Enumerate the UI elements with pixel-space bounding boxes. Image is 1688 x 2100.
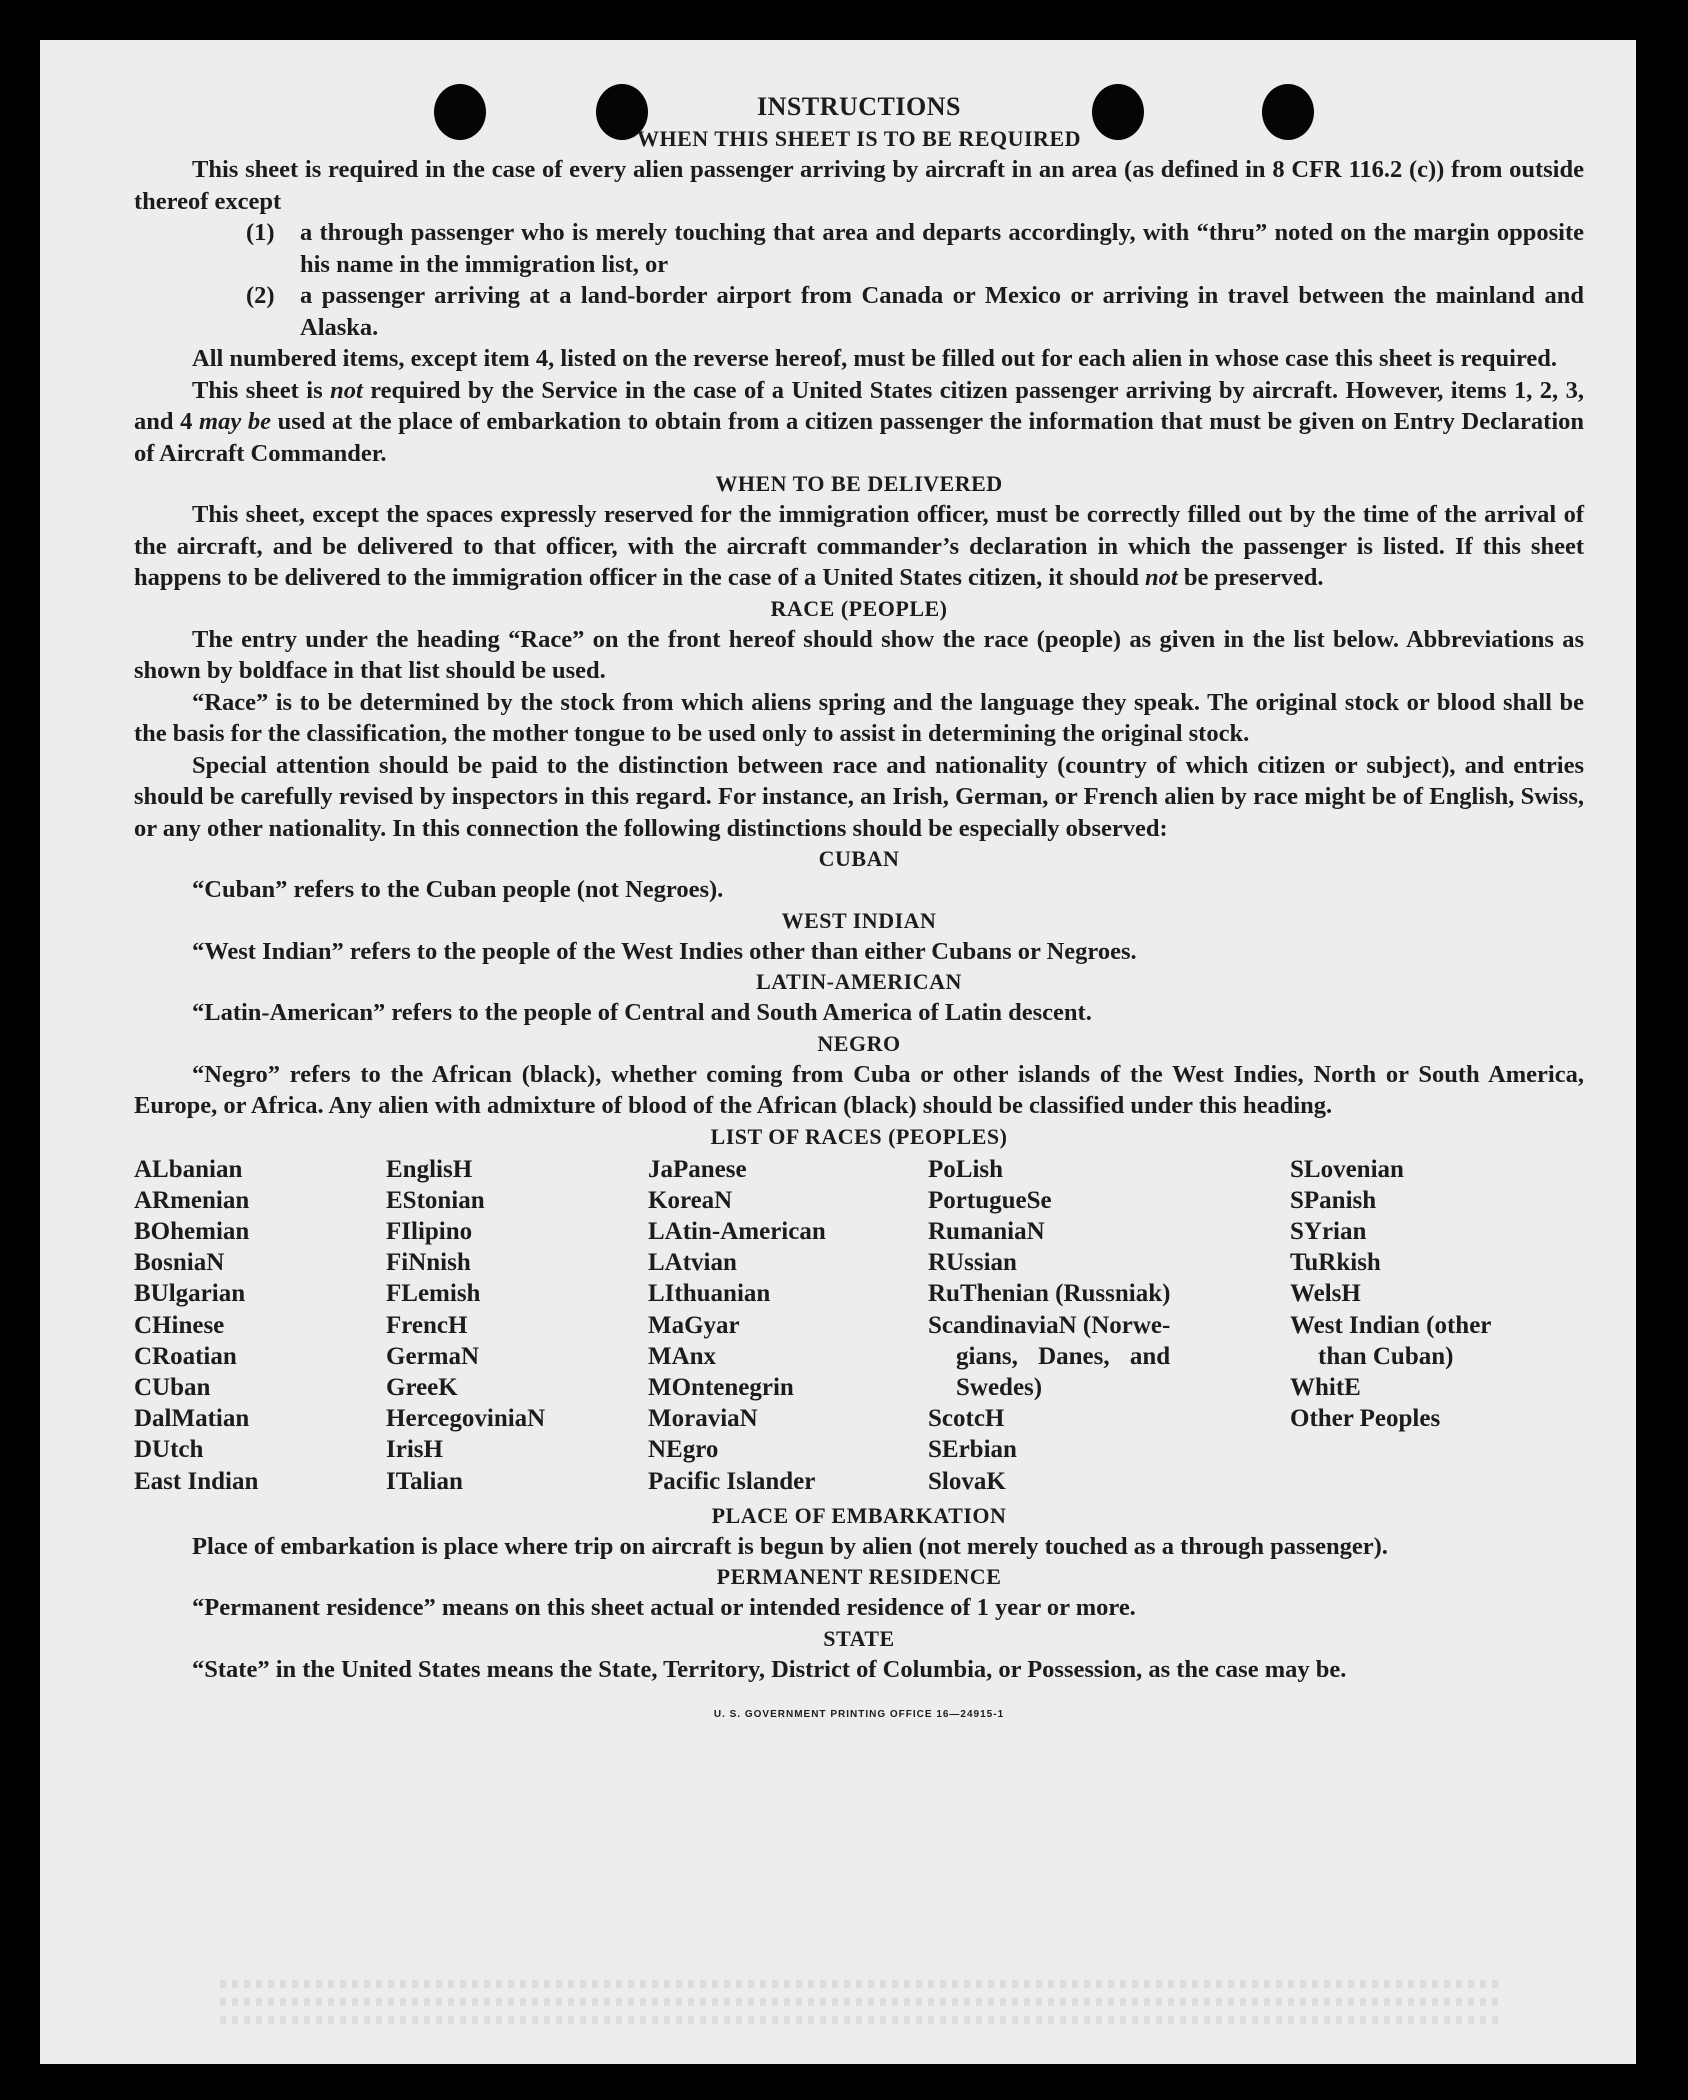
race-entry: West Indian (other (1290, 1311, 1492, 1339)
race-column (134, 1154, 386, 1497)
paragraph (134, 624, 1584, 687)
section-heading: CUBAN (818, 846, 900, 871)
text-run-italic: may be (199, 408, 271, 435)
paragraph: “Negro” refers to the African (black), whether coming from Cuba or other islands of the West Indies, North or South America, Europe, or Africa. Any alien with admixture of blood of the African (black) should be classified under this heading. (134, 1060, 1584, 1119)
race-entry: SErbian (928, 1436, 1017, 1464)
race-entry: LAtvian (648, 1249, 737, 1277)
section-heading: RACE (PEOPLE) (770, 595, 948, 621)
text-run: This sheet is (192, 376, 331, 404)
race-entry: KoreaN (648, 1186, 733, 1214)
race-entry: SPanish (1290, 1186, 1377, 1214)
bleed-through-text (220, 2016, 1500, 2024)
race-entry: SlovaK (928, 1467, 1006, 1495)
paragraph: Special attention should be paid to the distinction between race and nationality (country of which citizen or subject), and entries should be carefully revised by inspectors in this regard. For instance, an Irish, German, or French alien by race might be of English, Swiss, or any other nationality. In this connection the following distinctions should be especially observed: (134, 751, 1584, 842)
text-run-bold: boldface (238, 657, 328, 684)
race-entry: ScandinaviaN (Norwe- (928, 1311, 1171, 1339)
race-entry: CRoatian (134, 1342, 237, 1370)
section-heading: PLACE OF EMBARKATION (711, 1502, 1007, 1528)
race-entry: WhitE (1290, 1373, 1361, 1401)
paragraph (134, 499, 1584, 594)
race-entry: DalMatian (134, 1405, 250, 1433)
race-entry: FrencH (386, 1311, 468, 1339)
list-item (134, 217, 1584, 280)
race-entry: Other Peoples (1290, 1405, 1441, 1433)
section-heading: NEGRO (817, 1030, 901, 1056)
race-entry: CHinese (134, 1311, 225, 1339)
printer-imprint: U. S. GOVERNMENT PRINTING OFFICE 16—24915-1 (713, 1709, 1005, 1721)
race-entry: RUssian (928, 1249, 1017, 1277)
bleed-through-text (220, 1998, 1500, 2006)
section-heading: PERMANENT RESIDENCE (716, 1564, 1002, 1590)
race-entry: BUlgarian (134, 1280, 246, 1308)
text-run-italic: not (330, 376, 363, 404)
text-run: This sheet, except the spaces expressly reserved for the immigration officer, must be correctly filled out by the time of the arrival of the aircraft, and be delivered to that officer, with the aircraft commander’s declaration in which the passenger is listed. If this sheet happens to be delivered to the immigration officer in the case of a United States citizen, it should (134, 501, 1584, 591)
race-entry: IrisH (386, 1436, 443, 1464)
race-entry: HercegoviniaN (386, 1405, 546, 1433)
definition: “Latin-American” refers to the people of Central and South America of Latin descent. (192, 999, 1092, 1026)
race-entry: LIthuanian (648, 1280, 771, 1308)
paragraph: “State” in the United States means the State, Territory, District of Columbia, or Possession, as the case may be. (192, 1655, 1347, 1683)
race-entry: ARmenian (134, 1186, 250, 1214)
race-entry: MaGyar (648, 1311, 740, 1339)
paragraph: Place of embarkation is place where trip on aircraft is begun by alien (not merely touched as a through passenger). (192, 1532, 1388, 1560)
race-entry: EnglisH (386, 1155, 473, 1183)
race-entry: RumaniaN (928, 1217, 1045, 1245)
document-page (40, 40, 1636, 2064)
race-entry: East Indian (134, 1467, 259, 1495)
paragraph (134, 375, 1584, 470)
text-run: used at the place of embarkation to obtain from a citizen passenger the information that must be given on Entry Declaration of Aircraft Commander. (134, 408, 1584, 467)
item-text: a through passenger who is merely touching that area and departs accordingly, with “thru” noted on the margin opposite his name in the immigration list, or (300, 219, 1584, 278)
section-heading: LIST OF RACES (PEOPLES) (710, 1123, 1008, 1149)
race-entry: GermaN (386, 1342, 480, 1370)
text-run: be preserved. (1177, 564, 1324, 591)
race-entry: SLovenian (1290, 1155, 1404, 1183)
definition: “Cuban” refers to the Cuban people (not Negroes). (192, 876, 724, 903)
race-entry-continued: than Cuban) (1318, 1342, 1454, 1370)
section-heading: WHEN TO BE DELIVERED (715, 471, 1003, 496)
text-run: in that list should be used. (327, 657, 606, 684)
race-column (928, 1154, 1290, 1497)
race-entry: PortugueSe (928, 1186, 1052, 1214)
race-entry: BOhemian (134, 1217, 250, 1245)
text-run: The entry under the heading “Race” on the front hereof should show the race (people) as given in the list below. Abbreviations as shown by (134, 625, 1584, 684)
race-entry: EStonian (386, 1186, 485, 1214)
race-entry: MOntenegrin (648, 1373, 794, 1401)
paragraph: This sheet is required in the case of every alien passenger arriving by aircraft in an area (as defined in 8 CFR 116.2 (c)) from outside thereof except (134, 156, 1584, 215)
race-entry: MoraviaN (648, 1405, 758, 1433)
section-heading: WEST INDIAN (781, 907, 937, 933)
race-entry: ALbanian (134, 1155, 243, 1183)
race-entry: CUban (134, 1373, 211, 1401)
race-entry: MAnx (648, 1342, 717, 1370)
item-number: (1) (246, 219, 275, 246)
race-entry: LAtin-American (648, 1217, 826, 1245)
race-entry: PoLish (928, 1155, 1004, 1183)
paragraph: All numbered items, except item 4, listed on the reverse hereof, must be filled out for each alien in whose case this sheet is required. (192, 345, 1558, 372)
race-entry-continued: Swedes) (956, 1373, 1043, 1401)
race-entry: BosniaN (134, 1249, 225, 1277)
race-entry: DUtch (134, 1436, 204, 1464)
race-entry: FIlipino (386, 1217, 473, 1245)
race-entry: GreeK (386, 1373, 458, 1401)
definition: “West Indian” refers to the people of the West Indies other than either Cubans or Negroes. (192, 937, 1137, 965)
text-run-italic: not (1145, 564, 1178, 591)
race-entry: WelsH (1290, 1280, 1361, 1308)
race-list (134, 1154, 1584, 1497)
page-title: INSTRUCTIONS (757, 92, 961, 121)
race-entry: SYrian (1290, 1217, 1367, 1245)
section-heading: LATIN-AMERICAN (756, 969, 962, 994)
paragraph: “Permanent residence” means on this sheet actual or intended residence of 1 year or more. (192, 1594, 1136, 1622)
race-column (1290, 1154, 1584, 1497)
race-entry: Pacific Islander (648, 1467, 816, 1495)
text-run: required by the Service in the case of a United States citizen passenger arriving by aircraft. However, items 1, 2, 3, and 4 (134, 376, 1585, 435)
bleed-through-text (220, 1980, 1500, 1988)
race-entry: RuThenian (Russniak) (928, 1280, 1171, 1308)
race-entry: JaPanese (648, 1155, 747, 1183)
section-heading: STATE (823, 1625, 895, 1651)
race-entry: FiNnish (386, 1249, 471, 1277)
race-entry: ScotcH (928, 1405, 1005, 1433)
item-number: (2) (246, 282, 275, 309)
instructions-body (134, 90, 1584, 1731)
list-item (134, 280, 1584, 343)
paragraph: “Race” is to be determined by the stock from which aliens spring and the language they speak. The original stock or blood shall be the basis for the classification, the mother tongue to be used only to assist in determining the original stock. (134, 688, 1584, 747)
item-text: a passenger arriving at a land-border airport from Canada or Mexico or arriving in travel between the mainland and Alaska. (300, 282, 1584, 341)
race-entry: NEgro (648, 1436, 719, 1464)
race-entry: FLemish (386, 1280, 481, 1308)
race-column (648, 1154, 928, 1497)
race-entry: ITalian (386, 1467, 463, 1495)
race-entry: TuRkish (1290, 1249, 1381, 1277)
section-heading: WHEN THIS SHEET IS TO BE REQUIRED (636, 126, 1082, 151)
race-entry-continued: gians, Danes, and (956, 1342, 1171, 1370)
race-column (386, 1154, 648, 1497)
